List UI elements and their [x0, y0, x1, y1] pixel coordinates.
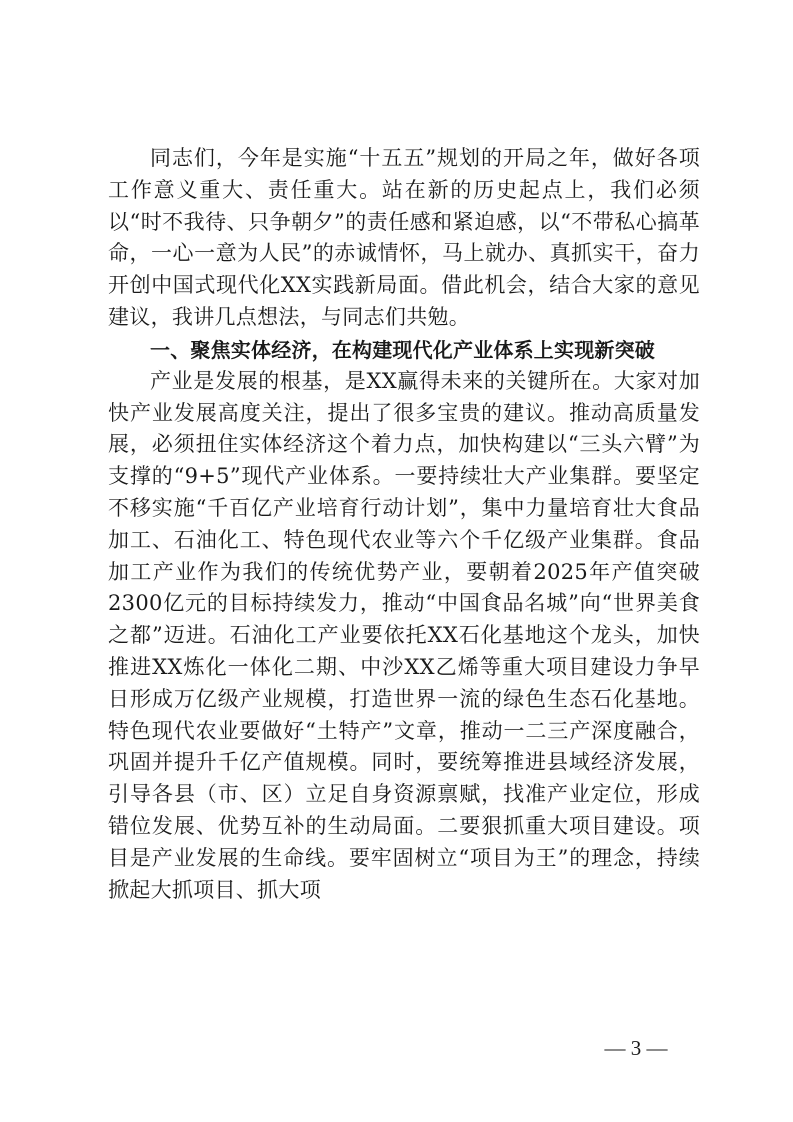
section-paragraph: 产业是发展的根基，是XX赢得未来的关键所在。大家对加快产业发展高度关注，提出了很多宝贵的建议。推动高质量发展，必须扭住实体经济这个着力点，加快构建以“三头六臂”为支撑的“9+5”现代产业体系。一要持续壮大产业集群。要坚定不移实施“千百亿产业培育行动计划”，集中力量培育壮大食品加工、石油化工、特色现代农业等六个千亿级产业集群。食品加工产业作为我们的传统优势产业，要朝着2025年产值突破2300亿元的目标持续发力，推动“中国食品名城”向“世界美食之都”迈进。石油化工产业要依托XX石化基地这个龙头，加快推进XX炼化一体化二期、中沙XX乙烯等重大项目建设力争早日形成万亿级产业规模，打造世界一流的绿色生态石化基地。特色现代农业要做好“土特产”文章，推动一二三产深度融合，巩固并提升千亿产值规模。同时，要统筹推进县域经济发展，引导各县（市、区）立足自身资源禀赋，找准产业定位，形成错位发展、优势互补的生动局面。二要狠抓重大项目建设。项目是产业发展的生命线。要牢固树立“项目为王”的理念，持续掀起大抓项目、抓大项	[108, 368, 700, 902]
intro-paragraph: 同志们，今年是实施“十五五”规划的开局之年，做好各项工作意义重大、责任重大。站在新的历史起点上，我们必须以“时不我待、只争朝夕”的责任感和紧迫感，以“不带私心搞革命，一心一意为人民”的赤诚情怀，马上就办、真抓实干，奋力开创中国式现代化XX实践新局面。借此机会，结合大家的意见建议，我讲几点想法，与同志们共勉。	[108, 146, 700, 329]
document-body	[108, 143, 700, 906]
page-number: — 3 —	[604, 1036, 668, 1060]
section-heading: 一、聚焦实体经济，在构建现代化产业体系上实现新突破	[150, 337, 655, 362]
